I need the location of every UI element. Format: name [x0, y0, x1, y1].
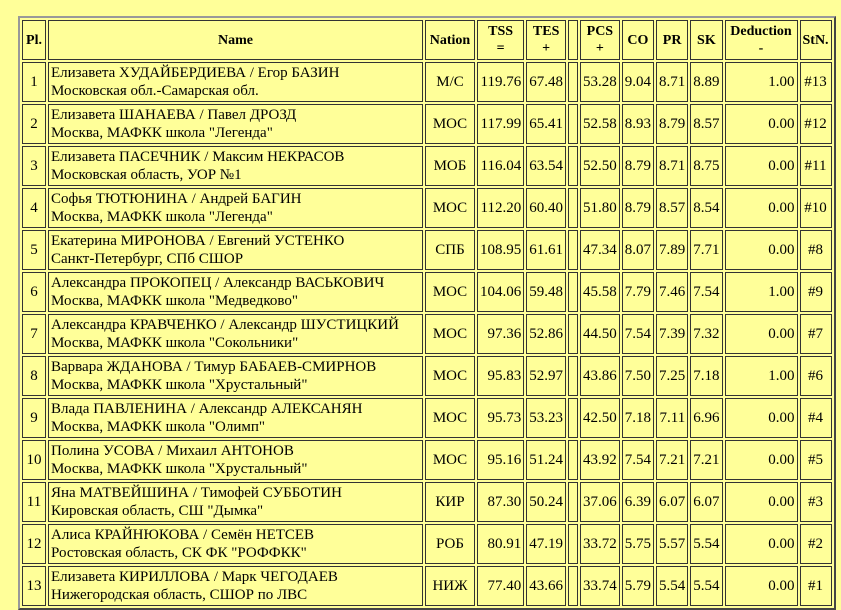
club-name: Москва, МАФКК школа "Хрустальный" [51, 461, 308, 477]
spacer-cell [568, 356, 578, 396]
pr-cell: 8.79 [656, 104, 688, 144]
co-cell: 9.04 [622, 62, 654, 102]
place-cell: 7 [22, 314, 46, 354]
start-number-cell: #12 [800, 104, 832, 144]
co-cell: 7.50 [622, 356, 654, 396]
name-cell [48, 356, 423, 396]
nation-cell: МОС [425, 272, 475, 312]
nation-cell: РОБ [425, 524, 475, 564]
nation-cell: СПБ [425, 230, 475, 270]
header-tss-label: TSS [488, 24, 514, 39]
tss-cell: 95.83 [477, 356, 524, 396]
start-number-cell: #1 [800, 566, 832, 606]
place-cell: 5 [22, 230, 46, 270]
co-cell: 8.07 [622, 230, 654, 270]
tes-cell: 53.23 [526, 398, 566, 438]
co-cell: 8.79 [622, 146, 654, 186]
table-row [22, 482, 832, 522]
start-number-cell: #3 [800, 482, 832, 522]
pcs-cell: 43.92 [580, 440, 620, 480]
pair-names: Софья ТЮТЮНИНА / Андрей БАГИН [51, 191, 302, 207]
name-cell [48, 272, 423, 312]
header-start-number: StN. [800, 20, 832, 60]
spacer-cell [568, 230, 578, 270]
tss-cell: 95.73 [477, 398, 524, 438]
tes-cell: 43.66 [526, 566, 566, 606]
place-cell: 11 [22, 482, 46, 522]
name-cell [48, 314, 423, 354]
pr-cell: 7.39 [656, 314, 688, 354]
club-name: Московская обл.-Самарская обл. [51, 83, 259, 99]
name-cell [48, 398, 423, 438]
pcs-cell: 43.86 [580, 356, 620, 396]
place-cell: 9 [22, 398, 46, 438]
tss-cell: 80.91 [477, 524, 524, 564]
deduction-cell: 0.00 [725, 398, 798, 438]
nation-cell: МОС [425, 104, 475, 144]
pr-cell: 7.46 [656, 272, 688, 312]
spacer-cell [568, 398, 578, 438]
deduction-cell: 0.00 [725, 482, 798, 522]
table-row [22, 566, 832, 606]
spacer-cell [568, 62, 578, 102]
tss-cell: 95.16 [477, 440, 524, 480]
sk-cell: 6.96 [690, 398, 722, 438]
tss-cell: 108.95 [477, 230, 524, 270]
header-pcs-label: PCS [586, 24, 614, 39]
header-tss-sub: = [496, 41, 505, 56]
header-deduction-sub: - [758, 41, 764, 56]
club-name: Москва, МАФКК школа "Легенда" [51, 209, 273, 225]
tss-cell: 119.76 [477, 62, 524, 102]
table-row [22, 314, 832, 354]
deduction-cell: 1.00 [725, 272, 798, 312]
nation-cell: М/С [425, 62, 475, 102]
pair-names: Екатерина МИРОНОВА / Евгений УСТЕНКО [51, 233, 345, 249]
header-pcs [580, 20, 620, 60]
deduction-cell: 1.00 [725, 62, 798, 102]
pr-cell: 7.21 [656, 440, 688, 480]
place-cell: 12 [22, 524, 46, 564]
header-tes [526, 20, 566, 60]
spacer-cell [568, 440, 578, 480]
co-cell: 8.93 [622, 104, 654, 144]
co-cell: 6.39 [622, 482, 654, 522]
sk-cell: 8.75 [690, 146, 722, 186]
tss-cell: 104.06 [477, 272, 524, 312]
header-name: Name [48, 20, 423, 60]
co-cell: 7.18 [622, 398, 654, 438]
pr-cell: 7.25 [656, 356, 688, 396]
name-cell [48, 188, 423, 228]
results-body [22, 62, 832, 606]
pcs-cell: 37.06 [580, 482, 620, 522]
club-name: Нижегородская область, СШОР по ЛВС [51, 587, 308, 603]
tes-cell: 65.41 [526, 104, 566, 144]
tss-cell: 97.36 [477, 314, 524, 354]
pr-cell: 8.71 [656, 62, 688, 102]
pair-names: Яна МАТВЕЙШИНА / Тимофей СУББОТИН [51, 485, 342, 501]
nation-cell: МОС [425, 314, 475, 354]
header-pcs-sub: + [595, 41, 604, 56]
pr-cell: 8.71 [656, 146, 688, 186]
club-name: Москва, МАФКК школа "Медведково" [51, 293, 299, 309]
start-number-cell: #13 [800, 62, 832, 102]
pcs-cell: 53.28 [580, 62, 620, 102]
pair-names: Варвара ЖДАНОВА / Тимур БАБАЕВ-СМИРНОВ [51, 359, 377, 375]
place-cell: 13 [22, 566, 46, 606]
pr-cell: 7.89 [656, 230, 688, 270]
deduction-cell: 0.00 [725, 524, 798, 564]
header-place: Pl. [22, 20, 46, 60]
header-deduction [725, 20, 798, 60]
name-cell [48, 104, 423, 144]
header-deduction-label: Deduction [730, 24, 792, 39]
start-number-cell: #2 [800, 524, 832, 564]
deduction-cell: 0.00 [725, 104, 798, 144]
sk-cell: 7.32 [690, 314, 722, 354]
spacer-cell [568, 188, 578, 228]
header-row [22, 20, 832, 60]
pcs-cell: 52.50 [580, 146, 620, 186]
table-row [22, 440, 832, 480]
sk-cell: 5.54 [690, 524, 722, 564]
sk-cell: 8.89 [690, 62, 722, 102]
table-row [22, 62, 832, 102]
deduction-cell: 0.00 [725, 440, 798, 480]
place-cell: 3 [22, 146, 46, 186]
pcs-cell: 44.50 [580, 314, 620, 354]
tes-cell: 52.86 [526, 314, 566, 354]
table-row [22, 356, 832, 396]
name-cell [48, 62, 423, 102]
spacer-cell [568, 482, 578, 522]
deduction-cell: 1.00 [725, 356, 798, 396]
table-row [22, 398, 832, 438]
name-cell [48, 482, 423, 522]
nation-cell: МОС [425, 356, 475, 396]
pair-names: Елизавета КИРИЛЛОВА / Марк ЧЕГОДАЕВ [51, 569, 338, 585]
pair-names: Елизавета ХУДАЙБЕРДИЕВА / Егор БАЗИН [51, 65, 340, 81]
place-cell: 1 [22, 62, 46, 102]
tss-cell: 87.30 [477, 482, 524, 522]
pr-cell: 5.57 [656, 524, 688, 564]
header-tes-label: TES [532, 24, 560, 39]
sk-cell: 8.57 [690, 104, 722, 144]
sk-cell: 8.54 [690, 188, 722, 228]
pr-cell: 7.11 [656, 398, 688, 438]
pcs-cell: 47.34 [580, 230, 620, 270]
start-number-cell: #6 [800, 356, 832, 396]
spacer-cell [568, 524, 578, 564]
start-number-cell: #11 [800, 146, 832, 186]
header-nation: Nation [425, 20, 475, 60]
co-cell: 5.75 [622, 524, 654, 564]
club-name: Кировская область, СШ "Дымка" [51, 503, 264, 519]
nation-cell: КИР [425, 482, 475, 522]
tss-cell: 116.04 [477, 146, 524, 186]
club-name: Санкт-Петербург, СПб СШОР [51, 251, 244, 267]
tss-cell: 77.40 [477, 566, 524, 606]
co-cell: 7.54 [622, 440, 654, 480]
co-cell: 7.54 [622, 314, 654, 354]
start-number-cell: #5 [800, 440, 832, 480]
start-number-cell: #10 [800, 188, 832, 228]
deduction-cell: 0.00 [725, 314, 798, 354]
tes-cell: 50.24 [526, 482, 566, 522]
tss-cell: 117.99 [477, 104, 524, 144]
place-cell: 4 [22, 188, 46, 228]
deduction-cell: 0.00 [725, 230, 798, 270]
name-cell [48, 524, 423, 564]
tes-cell: 51.24 [526, 440, 566, 480]
co-cell: 5.79 [622, 566, 654, 606]
table-row [22, 524, 832, 564]
results-table [18, 16, 836, 610]
nation-cell: НИЖ [425, 566, 475, 606]
place-cell: 10 [22, 440, 46, 480]
pr-cell: 5.54 [656, 566, 688, 606]
pair-names: Влада ПАВЛЕНИНА / Александр АЛЕКСАНЯН [51, 401, 363, 417]
header-pr: PR [656, 20, 688, 60]
club-name: Ростовская область, СК ФК "РОФФКК" [51, 545, 307, 561]
spacer-cell [568, 104, 578, 144]
pair-names: Александра КРАВЧЕНКО / Александр ШУСТИЦКИЙ [51, 317, 399, 333]
deduction-cell: 0.00 [725, 566, 798, 606]
sk-cell: 7.18 [690, 356, 722, 396]
pair-names: Александра ПРОКОПЕЦ / Александр ВАСЬКОВИЧ [51, 275, 385, 291]
pcs-cell: 52.58 [580, 104, 620, 144]
table-row [22, 146, 832, 186]
tes-cell: 63.54 [526, 146, 566, 186]
tes-cell: 59.48 [526, 272, 566, 312]
nation-cell: МОБ [425, 146, 475, 186]
pcs-cell: 33.72 [580, 524, 620, 564]
start-number-cell: #4 [800, 398, 832, 438]
co-cell: 7.79 [622, 272, 654, 312]
sk-cell: 5.54 [690, 566, 722, 606]
deduction-cell: 0.00 [725, 188, 798, 228]
start-number-cell: #8 [800, 230, 832, 270]
nation-cell: МОС [425, 188, 475, 228]
co-cell: 8.79 [622, 188, 654, 228]
sk-cell: 7.54 [690, 272, 722, 312]
name-cell [48, 440, 423, 480]
tss-cell: 112.20 [477, 188, 524, 228]
place-cell: 8 [22, 356, 46, 396]
header-spacer [568, 20, 578, 60]
club-name: Москва, МАФКК школа "Хрустальный" [51, 377, 308, 393]
name-cell [48, 566, 423, 606]
spacer-cell [568, 314, 578, 354]
nation-cell: МОС [425, 440, 475, 480]
table-row [22, 272, 832, 312]
tes-cell: 60.40 [526, 188, 566, 228]
place-cell: 2 [22, 104, 46, 144]
header-tes-sub: + [542, 41, 551, 56]
header-co: CO [622, 20, 654, 60]
club-name: Москва, МАФКК школа "Олимп" [51, 419, 266, 435]
nation-cell: МОС [425, 398, 475, 438]
name-cell [48, 146, 423, 186]
header-tss [477, 20, 524, 60]
pcs-cell: 45.58 [580, 272, 620, 312]
place-cell: 6 [22, 272, 46, 312]
table-row [22, 188, 832, 228]
pair-names: Елизавета ШАНАЕВА / Павел ДРОЗД [51, 107, 297, 123]
pcs-cell: 42.50 [580, 398, 620, 438]
pcs-cell: 51.80 [580, 188, 620, 228]
sk-cell: 6.07 [690, 482, 722, 522]
sk-cell: 7.71 [690, 230, 722, 270]
pr-cell: 6.07 [656, 482, 688, 522]
deduction-cell: 0.00 [725, 146, 798, 186]
sk-cell: 7.21 [690, 440, 722, 480]
name-cell [48, 230, 423, 270]
tes-cell: 67.48 [526, 62, 566, 102]
table-row [22, 230, 832, 270]
tes-cell: 52.97 [526, 356, 566, 396]
pcs-cell: 33.74 [580, 566, 620, 606]
club-name: Московская область, УОР №1 [51, 167, 242, 183]
spacer-cell [568, 146, 578, 186]
club-name: Москва, МАФКК школа "Сокольники" [51, 335, 299, 351]
pr-cell: 8.57 [656, 188, 688, 228]
start-number-cell: #7 [800, 314, 832, 354]
start-number-cell: #9 [800, 272, 832, 312]
pair-names: Полина УСОВА / Михаил АНТОНОВ [51, 443, 294, 459]
header-sk: SK [690, 20, 722, 60]
table-row [22, 104, 832, 144]
spacer-cell [568, 566, 578, 606]
spacer-cell [568, 272, 578, 312]
tes-cell: 47.19 [526, 524, 566, 564]
pair-names: Елизавета ПАСЕЧНИК / Максим НЕКРАСОВ [51, 149, 345, 165]
tes-cell: 61.61 [526, 230, 566, 270]
pair-names: Алиса КРАЙНЮКОВА / Семён НЕТСЕВ [51, 527, 315, 543]
club-name: Москва, МАФКК школа "Легенда" [51, 125, 273, 141]
